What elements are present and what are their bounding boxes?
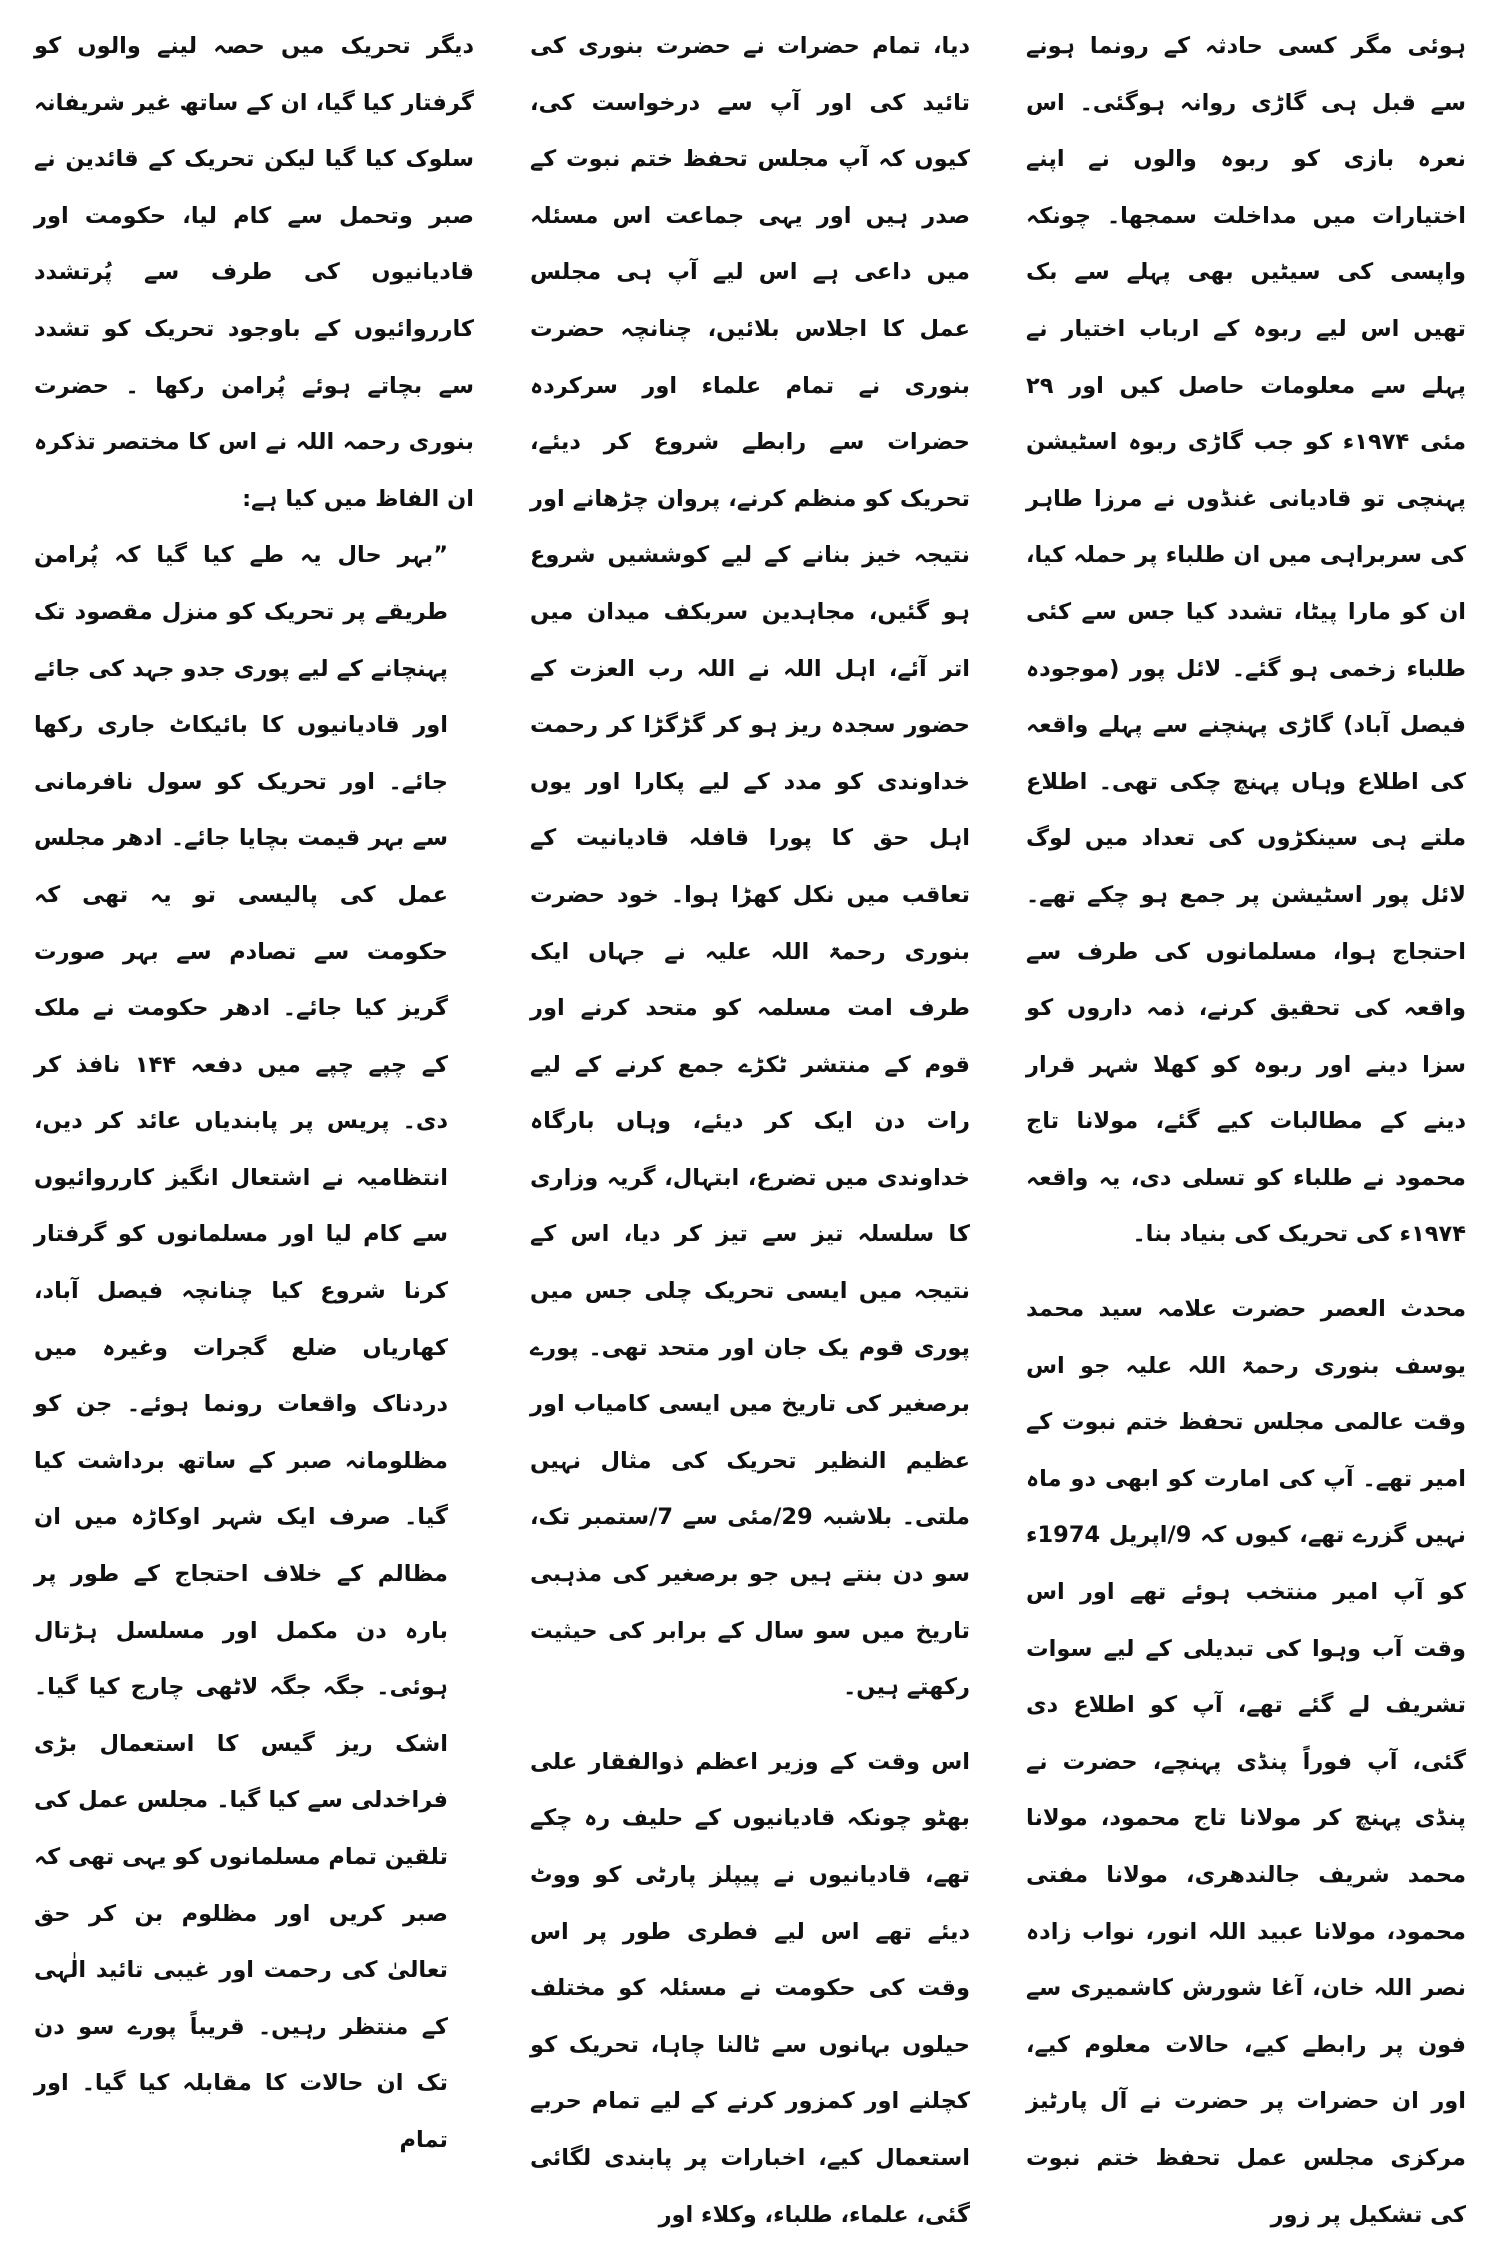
column-middle xyxy=(530,18,970,2228)
quoted-paragraph: ”بہر حال یہ طے کیا گیا کہ پُرامن طریقے پر تحریک کو منزل مقصود تک پہنچانے کے لیے پوری جدو جہد کی جائے اور قادیانیوں کا بائیکاٹ جاری رکھا جائے۔ اور تحریک کو سول نافرمانی سے بہر قیمت بچایا جائے۔ ادھر مجلس عمل کی پالیسی تو یہ تھی کہ حکومت سے تصادم سے بہر صورت گریز کیا جائے۔ ادھر حکومت نے ملک کے چپے چپے میں دفعہ ۱۴۴ نافذ کر دی۔ پریس پر پابندیاں عائد کر دیں، انتظامیہ نے اشتعال انگیز کارروائیوں سے کام لیا اور مسلمانوں کو گرفتار کرنا شروع کیا چنانچہ فیصل آباد، کھاریاں ضلع گجرات وغیرہ میں دردناک واقعات رونما ہوئے۔ جن کو مظلومانہ صبر کے ساتھ برداشت کیا گیا۔ صرف ایک شہر اوکاڑہ میں ان مظالم کے خلاف احتجاج کے طور پر بارہ دن مکمل اور مسلسل ہڑتال ہوئی۔ جگہ جگہ لاٹھی چارج کیا گیا۔ اشک ریز گیس کا استعمال بڑی فراخدلی سے کیا گیا۔ مجلس عمل کی تلقین تمام مسلمانوں کو یہی تھی کہ صبر کریں اور مظلوم بن کر حق تعالیٰ کی رحمت اور غیبی تائید الٰہی کے منتظر رہیں۔ قریباً پورے سو دن تک ان حالات کا مقابلہ کیا گیا۔ اور تمام xyxy=(34,542,448,2153)
paragraph: اس وقت کے وزیر اعظم ذوالفقار علی بھٹو چونکہ قادیانیوں کے حلیف رہ چکے تھے، قادیانیوں نے پیپلز پارٹی کو ووٹ دیئے تھے اس لیے فطری طور پر اس وقت کی حکومت نے مسئلہ کو مختلف حیلوں بہانوں سے ٹالنا چاہا، تحریک کو کچلنے اور کمزور کرنے کے لیے تمام حربے استعمال کیے، اخبارات پر پابندی لگائی گئی، علماء، طلباء، وکلاء اور xyxy=(530,1748,970,2228)
paragraph: ہوئی مگر کسی حادثہ کے رونما ہونے سے قبل ہی گاڑی روانہ ہوگئی۔ اس نعرہ بازی کو ربوہ والوں نے اپنے اختیارات میں مداخلت سمجھا۔ چونکہ واپسی کی سیٹیں بھی پہلے سے بک تھیں اس لیے ربوہ کے ارباب اختیار نے پہلے سے معلومات حاصل کیں اور ۲۹ مئی ۱۹۷۴ء کو جب گاڑی ربوہ اسٹیشن پہنچی تو قادیانی غنڈوں نے مرزا طاہر کی سربراہی میں ان طلباء پر حملہ کیا، ان کو مارا پیٹا، تشدد کیا جس سے کئی طلباء زخمی ہو گئے۔ لائل پور (موجودہ فیصل آباد) گاڑی پہنچنے سے پہلے واقعہ کی اطلاع وہاں پہنچ چکی تھی۔ اطلاع ملتے ہی سینکڑوں کی تعداد میں لوگ لائل پور اسٹیشن پر جمع ہو چکے تھے۔ احتجاج ہوا، مسلمانوں کی طرف سے واقعہ کی تحقیق کرنے، ذمہ داروں کو سزا دینے اور ربوہ کو کھلا شہر قرار دینے کے مطالبات کیے گئے، مولانا تاج محمود نے طلباء کو تسلی دی، یہ واقعہ ۱۹۷۴ء کی تحریک کی بنیاد بنا۔ xyxy=(1026,33,1466,1248)
column-left xyxy=(34,18,474,2200)
paragraph: دیگر تحریک میں حصہ لینے والوں کو گرفتار کیا گیا، ان کے ساتھ غیر شریفانہ سلوک کیا گیا لیکن تحریک کے قائدین نے صبر وتحمل سے کام لیا، حکومت اور قادیانیوں کی طرف سے پُرتشدد کارروائیوں کے باوجود تحریک کو تشدد سے بچاتے ہوئے پُرامن رکھا ۔ حضرت بنوری رحمہ اللہ نے اس کا مختصر تذکرہ ان الفاظ میں کیا ہے: xyxy=(34,33,474,512)
paragraph: محدث العصر حضرت علامہ سید محمد یوسف بنوری رحمۃ اللہ علیہ جو اس وقت عالمی مجلس تحفظ ختم نبوت کے امیر تھے۔ آپ کی امارت کو ابھی دو ماہ نہیں گزرے تھے، کیوں کہ 9/اپریل 1974ء کو آپ امیر منتخب ہوئے تھے اور اس وقت آب وہوا کی تبدیلی کے لیے سوات تشریف لے گئے تھے، آپ کو اطلاع دی گئی، آپ فوراً پنڈی پہنچے، حضرت نے پنڈی پہنچ کر مولانا تاج محمود، مولانا محمد شریف جالندھری، مولانا مفتی محمود، مولانا عبید اللہ انور، نواب زادہ نصر اللہ خان، آغا شورش کاشمیری سے فون پر رابطے کیے، حالات معلوم کیے، اور ان حضرات پر حضرت نے آل پارٹیز مرکزی مجلس عمل تحفظ ختم نبوت کی تشکیل پر زور xyxy=(1026,1296,1466,2228)
column-right xyxy=(1026,18,1466,2228)
paragraph: دیا، تمام حضرات نے حضرت بنوری کی تائید کی اور آپ سے درخواست کی، کیوں کہ آپ مجلس تحفظ ختم نبوت کے صدر ہیں اور یہی جماعت اس مسئلہ میں داعی ہے اس لیے آپ ہی مجلس عمل کا اجلاس بلائیں، چنانچہ حضرت بنوری نے تمام علماء اور سرکردہ حضرات سے رابطے شروع کر دیئے، تحریک کو منظم کرنے، پروان چڑھانے اور نتیجہ خیز بنانے کے لیے کوششیں شروع ہو گئیں، مجاہدین سربکف میدان میں اتر آئے، اہل اللہ نے اللہ رب العزت کے حضور سجدہ ریز ہو کر گڑگڑا کر رحمت خداوندی کو مدد کے لیے پکارا اور یوں اہل حق کا پورا قافلہ قادیانیت کے تعاقب میں نکل کھڑا ہوا۔ خود حضرت بنوری رحمۃ اللہ علیہ نے جہاں ایک طرف امت مسلمہ کو متحد کرنے اور قوم کے منتشر ٹکڑے جمع کرنے کے لیے رات دن ایک کر دیئے، وہاں بارگاہ خداوندی میں تضرع، ابتہال، گریہ وزاری کا سلسلہ تیز سے تیز کر دیا، اس کے نتیجہ میں ایسی تحریک چلی جس میں پوری قوم یک جان اور متحد تھی۔ پورے برصغیر کی تاریخ میں ایسی کامیاب اور عظیم النظیر تحریک کی مثال نہیں ملتی۔ بلاشبہ 29/مئی سے 7/ستمبر تک، سو دن بنتے ہیں جو برصغیر کی مذہبی تاریخ میں سو سال کے برابر کی حیثیت رکھتے ہیں۔ xyxy=(530,33,970,1701)
